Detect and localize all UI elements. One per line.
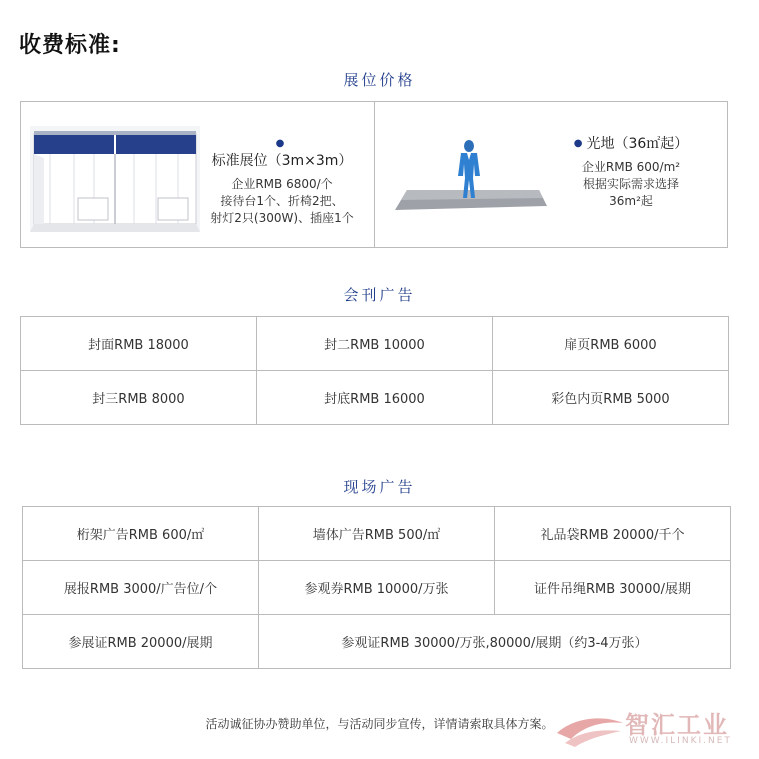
table-row (23, 561, 731, 615)
wall-ad-price: 墙体广告RMB 500/㎡ (259, 507, 495, 561)
watermark-text: 智汇工业 (625, 711, 729, 739)
watermark-swoosh-icon (555, 709, 625, 749)
standard-booth-equipment-2: 射灯2只(300W)、插座1个 (210, 211, 354, 225)
journal-inside-front-price: 封二RMB 10000 (257, 317, 493, 371)
standard-booth-header (207, 135, 357, 170)
raw-space-header (551, 135, 711, 153)
booth-price-box (20, 101, 728, 248)
bullet-icon: ● (573, 138, 583, 149)
table-row (21, 371, 729, 425)
raw-space-illustration (391, 138, 547, 214)
standard-booth-equipment-1: 接待台1个、折椅2把、 (220, 194, 344, 208)
journal-color-page-price: 彩色内页RMB 5000 (493, 371, 729, 425)
lanyard-price: 证件吊绳RMB 30000/展期 (495, 561, 731, 615)
journal-title-page-price: 扉页RMB 6000 (493, 317, 729, 371)
show-daily-ad-price: 展报RMB 3000/广告位/个 (23, 561, 259, 615)
journal-back-cover-price: 封底RMB 16000 (257, 371, 493, 425)
page-title: 收费标准: (19, 33, 121, 58)
raw-space-title: 光地（36㎡起） (586, 136, 689, 152)
onsite-ad-table (22, 506, 731, 669)
raw-space-min-area: 36m²起 (609, 194, 653, 208)
visitor-badge-price: 参观证RMB 30000/万张,80000/展期（约3-4万张） (259, 615, 731, 669)
exhibitor-badge-price: 参展证RMB 20000/展期 (23, 615, 259, 669)
standard-booth-title: 标准展位（3m×3m） (211, 153, 353, 169)
standard-booth-illustration (30, 126, 200, 232)
watermark-logo (555, 705, 755, 753)
journal-ad-table (20, 316, 729, 425)
raw-space-note: 根据实际需求选择 (582, 177, 679, 191)
bullet-icon: ● (275, 138, 285, 149)
booth-section-title: 展位价格 (343, 71, 416, 89)
journal-inside-back-price: 封三RMB 8000 (21, 371, 257, 425)
raw-space-info (551, 135, 711, 210)
onsite-section-title: 现场广告 (343, 478, 416, 496)
raw-space-price: 企业RMB 600/m² (581, 160, 681, 174)
gift-bag-price: 礼品袋RMB 20000/千个 (495, 507, 731, 561)
booth-divider (374, 102, 375, 247)
visitor-ticket-price: 参观券RMB 10000/万张 (259, 561, 495, 615)
standard-booth-price: 企业RMB 6800/个 (231, 177, 333, 191)
table-row (21, 317, 729, 371)
journal-section-title: 会刊广告 (343, 286, 416, 304)
sponsor-note: 活动诚征协办赞助单位，与活动同步宣传，详情请索取具体方案。 (205, 717, 554, 731)
journal-cover-price: 封面RMB 18000 (21, 317, 257, 371)
table-row (23, 507, 731, 561)
table-row (23, 615, 731, 669)
truss-ad-price: 桁架广告RMB 600/㎡ (23, 507, 259, 561)
standard-booth-info (207, 135, 357, 227)
watermark-url: WWW.ILINKI.NET (629, 736, 732, 746)
